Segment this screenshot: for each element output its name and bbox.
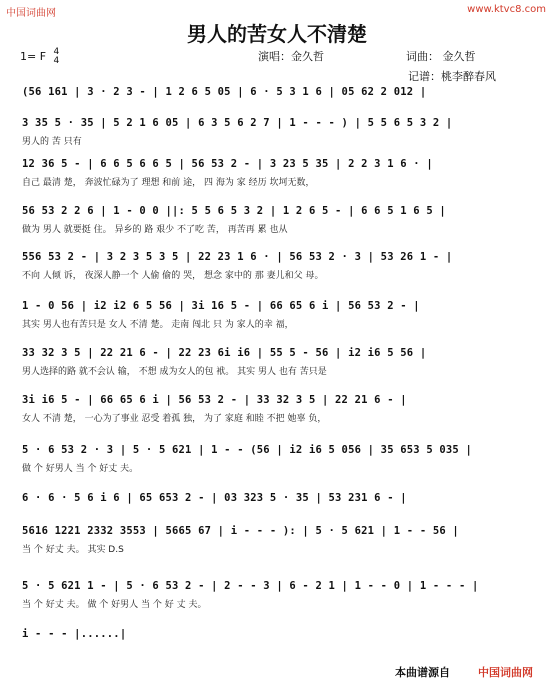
time-signature — [54, 48, 60, 66]
watermark-left: 中国词曲网 — [6, 8, 56, 19]
notation-line: 12 36 5 - | 6 6 5 6 6 5 | 56 53 2 - | 3 23 5 35 | 2 2 3 1 6 · | — [22, 158, 433, 170]
footer-site: 中国词曲网 — [478, 666, 533, 679]
key-label: 1= F — [20, 50, 47, 63]
lyrics-line: 当 个 好丈 夫。 做 个 好男人 当 个 好 丈 夫。 — [22, 600, 207, 610]
notation-line: 556 53 2 - | 3 2 3 5 3 5 | 22 23 1 6 · | 56 53 2 · 3 | 53 26 1 - | — [22, 251, 453, 263]
lyrics-line: 女人 不清 楚， 一心为了事业 忍受 着孤 独， 为了 家庭 和睦 不把 她辜 负， — [22, 414, 327, 424]
lyricist-label: 词曲： 金久哲 — [406, 50, 476, 63]
notation-line: 5616 1221 2332 3553 | 5665 67 | i - - - ): | 5 · 5 621 | 1 - - 56 | — [22, 525, 459, 537]
lyrics-line: 不向 人倾 诉， 夜深人静一个 人偷 偷的 哭， 想念 家中的 那 妻儿和父 母。 — [22, 271, 324, 281]
time-bottom: 4 — [53, 56, 60, 66]
lyrics-line: 自己 最清 楚， 奔波忙碌为了 理想 和前 途， 四 海为 家 经历 坎坷无数， — [22, 178, 315, 188]
key-signature — [20, 48, 59, 66]
notation-line: 5 · 6 53 2 · 3 | 5 · 5 621 | 1 - - (56 | i2 i6 5 056 | 35 653 5 035 | — [22, 444, 472, 456]
singer-label: 演唱：金久哲 — [258, 50, 324, 63]
transcriber-label: 记谱：桃李醉春风 — [408, 70, 496, 83]
watermark-right: www.ktvc8.com — [467, 4, 546, 15]
notation-line: 5 · 5 621 1 - | 5 · 6 53 2 - | 2 - - 3 | 6 - 2 1 | 1 - - 0 | 1 - - - | — [22, 580, 479, 592]
footer-label: 本曲谱源自 — [395, 666, 450, 679]
lyrics-line: 做为 男人 就要挺 住。 异乡的 路 艰少 不了吃 苦， 再苦再 累 也从 — [22, 225, 288, 235]
page-title: 男人的苦女人不清楚 — [187, 22, 367, 46]
lyrics-line: 男人的 苦 只有 — [22, 137, 82, 147]
lyrics-line: 做 个 好男人 当 个 好丈 夫。 — [22, 464, 139, 474]
lyrics-line: 其实 男人也有苦只是 女人 不清 楚。 走南 闯北 只 为 家人的幸 福， — [22, 320, 294, 330]
notation-line: (56 161 | 3 · 2 3 - | 1 2 6 5 05 | 6 · 5 3 1 6 | 05 62 2 012 | — [22, 86, 427, 98]
notation-line: 33 32 3 5 | 22 21 6 - | 22 23 6i i6 | 55 5 - 56 | i2 i6 5 56 | — [22, 347, 427, 359]
lyrics-line: 男人选择的路 就不会认 输， 不想 成为女人的包 袱。 其实 男人 也有 苦只是 — [22, 367, 327, 377]
notation-line: 3 35 5 · 35 | 5 2 1 6 05 | 6 3 5 6 2 7 | 1 - - - ) | 5 5 6 5 3 2 | — [22, 117, 453, 129]
notation-line: 56 53 2 2 6 | 1 - 0 0 ||: 5 5 6 5 3 2 | 1 2 6 5 - | 6 6 5 1 6 5 | — [22, 205, 446, 217]
notation-line: 6 · 6 · 5 6 i 6 | 65 653 2 - | 03 323 5 · 35 | 53 231 6 - | — [22, 492, 407, 504]
notation-line: i - - - |......| — [22, 628, 127, 640]
notation-line: 3i i6 5 - | 66 65 6 i | 56 53 2 - | 33 32 3 5 | 22 21 6 - | — [22, 394, 407, 406]
lyrics-line: 当 个 好丈 夫。 其实 D.S — [22, 545, 124, 555]
time-top: 4 — [53, 47, 60, 57]
notation-line: 1 - 0 56 | i2 i2 6 5 56 | 3i 16 5 - | 66 65 6 i | 56 53 2 - | — [22, 300, 420, 312]
